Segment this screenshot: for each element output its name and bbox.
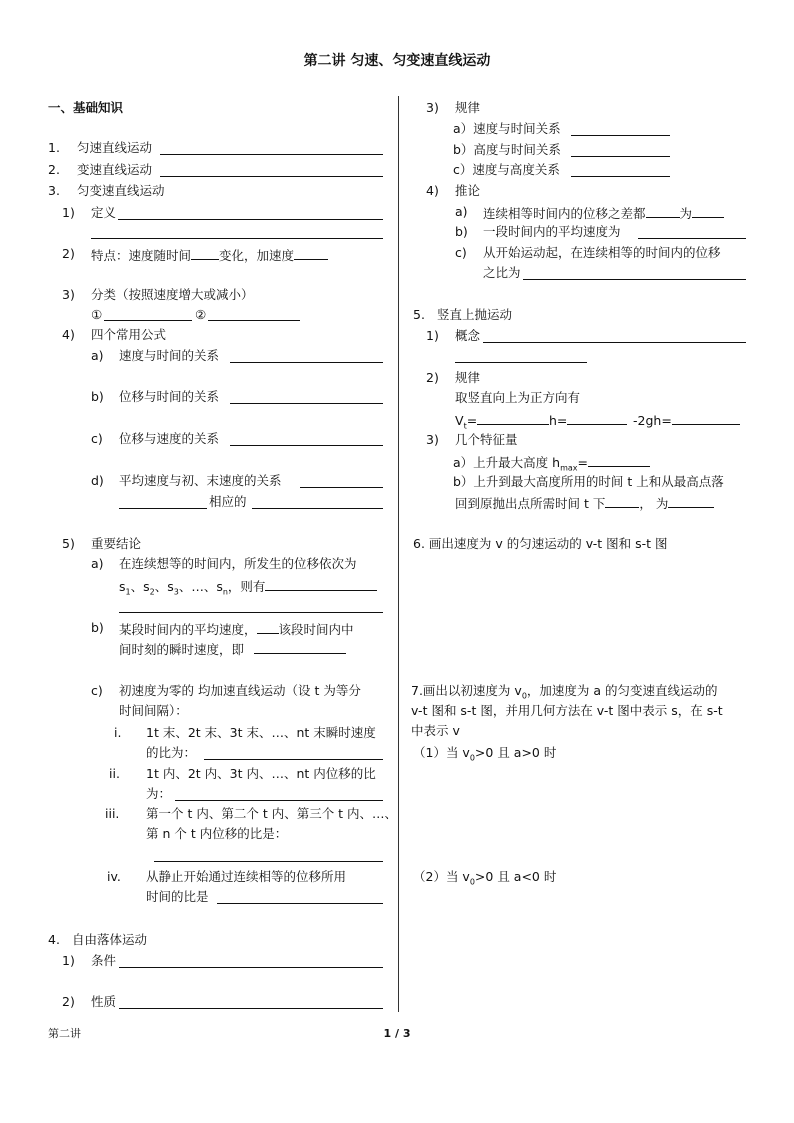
v0-subscript: 0 <box>469 753 475 763</box>
answer-line <box>104 320 192 321</box>
ratio-iv-line1: 从静止开始通过连续相等的位移所用 <box>146 869 347 884</box>
sub-number: 2) <box>62 246 75 261</box>
feature-text-b: 变化，加速度 <box>219 248 295 263</box>
law-b: b）高度与时间关系 <box>453 142 561 157</box>
formulas-label: 四个常用公式 <box>91 327 167 342</box>
gh-equals: -2gh= <box>633 413 672 428</box>
sub-number: 4) <box>62 327 75 342</box>
answer-line <box>483 342 746 343</box>
page-title: 第二讲 匀速、匀变速直线运动 <box>303 53 491 69</box>
sub-number: 2) <box>62 994 75 1009</box>
ratio-iii-line1: 第一个 t 内、第二个 t 内、第三个 t 内、…、 <box>146 806 398 821</box>
conclusions-label: 重要结论 <box>91 536 142 551</box>
item-vertical-throw: 竖直上抛运动 <box>437 307 513 322</box>
item-number: 5. <box>413 307 425 322</box>
case-1 <box>413 745 556 761</box>
question-6: 6. 画出速度为 v 的匀速运动的 v-t 图和 s-t 图 <box>413 536 668 551</box>
case-2 <box>413 869 556 885</box>
conclusion-b-line2 <box>119 640 346 658</box>
sub-number: 3) <box>426 100 439 115</box>
answer-line <box>119 612 383 613</box>
time-line2 <box>455 494 714 512</box>
answer-line <box>118 219 383 220</box>
circled-two: ② <box>195 307 207 322</box>
time-line1: b）上升到最大高度所用的时间 t 上和从最高点落 <box>453 474 724 489</box>
vt-formula <box>455 411 549 429</box>
formula-a: 速度与时间的关系 <box>119 348 220 363</box>
answer-line <box>455 362 587 363</box>
letter: d) <box>91 473 104 488</box>
answer-line <box>175 800 383 801</box>
law-label: 规律 <box>455 100 481 115</box>
ratio-i-line1: 1t 末、2t 末、3t 末、…、nt 末瞬时速度 <box>146 725 376 740</box>
circled-one: ① <box>91 307 103 322</box>
formula-b: 位移与时间的关系 <box>119 389 220 404</box>
item-uniform-accel: 匀变速直线运动 <box>77 183 165 198</box>
answer-line <box>160 154 383 155</box>
corollary-c-line2: 之比为 <box>483 265 521 280</box>
letter: c) <box>91 431 103 446</box>
corollary-c-line1: 从开始运动起，在连续相等的时间内的位移 <box>483 245 721 260</box>
conclusion-b-b: 该段时间内中 <box>278 622 354 637</box>
ratio-iv-line2: 时间的比是 <box>146 889 209 904</box>
vt-subscript: t <box>463 421 467 431</box>
ratio-ii-line2: 为： <box>146 786 172 801</box>
h-formula <box>549 411 627 429</box>
sub-number: 3) <box>62 287 75 302</box>
answer-line <box>119 508 207 509</box>
roman-number: i. <box>114 725 122 740</box>
law-a: a）速度与时间关系 <box>453 121 561 136</box>
v0-subscript: 0 <box>469 877 475 887</box>
answer-line <box>252 508 383 509</box>
max-height <box>453 453 650 471</box>
roman-number: iii. <box>105 806 120 821</box>
law-label-2: 规律 <box>455 370 481 385</box>
gh-formula <box>633 411 740 429</box>
page-number: 1 / 3 <box>383 1027 411 1040</box>
answer-line <box>571 176 670 177</box>
answer-line <box>571 135 670 136</box>
sub-number: 1) <box>62 953 75 968</box>
item-free-fall: 自由落体运动 <box>72 932 148 947</box>
case-2-a: （2）当 v <box>413 869 470 884</box>
conclusion-a-line2: $s_1$、$s_2$、$s_3$、…、$s_n$，则有 <box>119 577 377 595</box>
conclusion-c-line1: 初速度为零的 均加速直线运动（设 t 为等分 <box>119 683 361 698</box>
conclusion-b-a: 某段时间内的平均速度， <box>119 622 257 637</box>
max-subscript: max <box>560 463 578 473</box>
answer-line <box>119 1008 383 1009</box>
answer-line <box>638 238 746 239</box>
answer-line <box>523 279 746 280</box>
conclusion-b-c: 间时刻的瞬时速度，即 <box>119 642 245 657</box>
max-equals: = <box>577 455 588 470</box>
answer-line <box>217 903 383 904</box>
letter: a) <box>91 348 104 363</box>
classification-label: 分类（按照速度增大或减小） <box>91 287 254 302</box>
answer-line <box>230 362 383 363</box>
letter: c) <box>91 683 103 698</box>
ratio-i-line2: 的比为： <box>146 745 197 760</box>
conclusion-a-line1: 在连续想等的时间内，所发生的位移依次为 <box>119 556 357 571</box>
letter: b) <box>91 389 104 404</box>
conclusion-b-line1 <box>119 620 354 638</box>
corollary-a-1: 连续相等时间内的位移之差都 <box>483 206 646 221</box>
sub-number: 3) <box>426 432 439 447</box>
ratio-iii-line2: 第 n 个 t 内位移的比是： <box>146 826 288 841</box>
answer-line <box>91 238 383 239</box>
letter: b) <box>455 224 468 239</box>
answer-line <box>300 487 383 488</box>
vt-symbol: V <box>455 413 464 428</box>
time-text-b: ， 为 <box>639 496 669 511</box>
item-number: 3. <box>48 183 60 198</box>
max-height-text: a）上升最大高度 h <box>453 455 561 470</box>
answer-line <box>571 156 670 157</box>
law-c: c）速度与高度关系 <box>453 162 560 177</box>
direction-note: 取竖直向上为正方向有 <box>455 390 581 405</box>
answer-line <box>230 403 383 404</box>
q7-text-b: ，加速度为 a 的匀变速直线运动的 <box>526 683 718 698</box>
sub-number: 2) <box>426 370 439 385</box>
answer-line <box>208 320 300 321</box>
answer-line <box>119 967 383 968</box>
item-number: 2. <box>48 162 60 177</box>
letter: c) <box>455 245 467 260</box>
question-7-line3: 中表示 v <box>411 723 460 738</box>
sub-number: 5) <box>62 536 75 551</box>
concept-label: 概念 <box>455 328 481 343</box>
formula-d: 平均速度与初、末速度的关系 <box>119 473 282 488</box>
ratio-ii-line1: 1t 内、2t 内、3t 内、…、nt 内位移的比 <box>146 766 376 781</box>
roman-number: ii. <box>109 766 120 781</box>
v0-subscript: 0 <box>521 691 527 701</box>
equals: = <box>466 413 478 428</box>
sub-number: 1) <box>426 328 439 343</box>
formula-d-cont: 相应的 <box>209 494 247 509</box>
time-text-a: 回到原抛出点所需时间 t 下 <box>455 496 606 511</box>
corollary-a <box>483 204 724 222</box>
item-uniform-motion: 匀速直线运动 <box>77 140 153 155</box>
section-heading: 一、基础知识 <box>48 100 124 115</box>
corollary-b: 一段时间内的平均速度为 <box>483 224 621 239</box>
footer-left: 第二讲 <box>48 1027 81 1040</box>
answer-line <box>154 861 383 862</box>
corollary-label: 推论 <box>455 183 481 198</box>
question-7-line2: v-t 图和 s-t 图，并用几何方法在 v-t 图中表示 s，在 s-t <box>411 703 723 718</box>
letter: b) <box>91 620 104 635</box>
answer-line <box>204 759 383 760</box>
condition-label: 条件 <box>91 953 117 968</box>
answer-line <box>160 176 383 177</box>
item-number: 1. <box>48 140 60 155</box>
case-2-b: >0 且 a<0 时 <box>474 869 557 884</box>
letter: a) <box>91 556 104 571</box>
column-divider <box>398 96 399 1012</box>
roman-number: iv. <box>107 869 121 884</box>
q7-text-a: 7.画出以初速度为 v <box>411 683 522 698</box>
h-equals: h= <box>549 413 568 428</box>
feature-text <box>91 246 328 264</box>
property-label: 性质 <box>91 994 117 1009</box>
case-1-a: （1）当 v <box>413 745 470 760</box>
definition-label: 定义 <box>91 205 117 220</box>
features-label: 几个特征量 <box>455 432 518 447</box>
sub-number: 4) <box>426 183 439 198</box>
conclusion-c-line2: 时间间隔）： <box>119 703 188 718</box>
feature-text-a: 特点：速度随时间 <box>91 248 192 263</box>
formula-c: 位移与速度的关系 <box>119 431 220 446</box>
sub-number: 1) <box>62 205 75 220</box>
item-number: 4. <box>48 932 60 947</box>
letter: a) <box>455 204 468 219</box>
corollary-a-2: 为 <box>679 206 693 221</box>
question-7-line1 <box>411 683 718 699</box>
answer-line <box>230 445 383 446</box>
item-variable-motion: 变速直线运动 <box>77 162 153 177</box>
case-1-b: >0 且 a>0 时 <box>474 745 557 760</box>
